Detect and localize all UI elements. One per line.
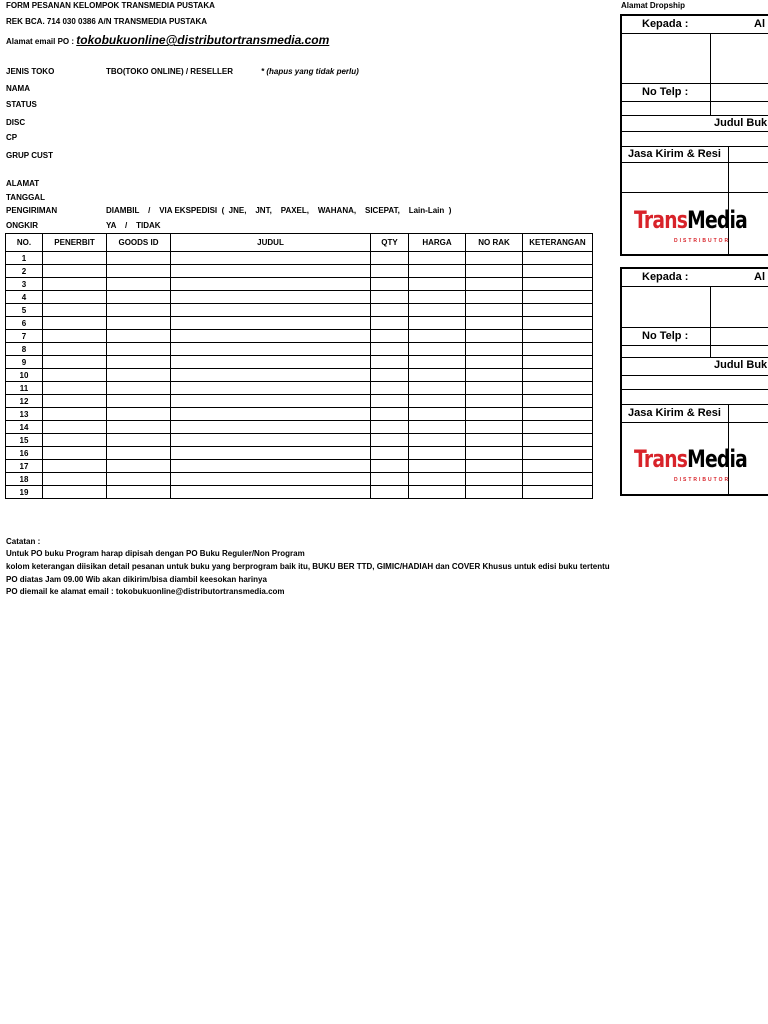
- cell-penerbit[interactable]: [43, 434, 107, 447]
- cell-goods-id[interactable]: [107, 317, 171, 330]
- cell-keterangan[interactable]: [523, 330, 593, 343]
- judul-buku-label: Judul Buk: [714, 117, 768, 129]
- cell-qty[interactable]: [371, 330, 409, 343]
- bank-account: REK BCA. 714 030 0386 A/N TRANSMEDIA PUSTAKA: [6, 17, 208, 26]
- ongkir-value[interactable]: YA / TIDAK: [106, 221, 161, 230]
- cell-goods-id[interactable]: [107, 343, 171, 356]
- cell-no-rak[interactable]: [466, 265, 523, 278]
- cell-keterangan[interactable]: [523, 304, 593, 317]
- logo-subtitle: DISTRIBUTOR: [674, 477, 731, 483]
- cell-qty[interactable]: [371, 395, 409, 408]
- cell-judul[interactable]: [171, 395, 371, 408]
- cell-goods-id[interactable]: [107, 252, 171, 265]
- col-qty: QTY: [371, 234, 409, 252]
- cell-goods-id[interactable]: [107, 486, 171, 499]
- cell-no-rak[interactable]: [466, 304, 523, 317]
- pengiriman-value[interactable]: DIAMBIL / VIA EKSPEDISI ( JNE, JNT, PAXEL, WAHANA, SICEPAT, Lain-Lain ): [106, 206, 452, 215]
- cell-qty[interactable]: [371, 421, 409, 434]
- alamat-header: Al: [754, 271, 765, 283]
- cell-keterangan[interactable]: [523, 343, 593, 356]
- cell-qty[interactable]: [371, 369, 409, 382]
- cell-penerbit[interactable]: [43, 252, 107, 265]
- cell-no-rak[interactable]: [466, 408, 523, 421]
- cell-qty[interactable]: [371, 304, 409, 317]
- cell-keterangan[interactable]: [523, 434, 593, 447]
- cell-penerbit[interactable]: [43, 291, 107, 304]
- dropship-title: Alamat Dropship: [621, 1, 686, 10]
- cell-goods-id[interactable]: [107, 460, 171, 473]
- cell-judul[interactable]: [171, 460, 371, 473]
- cell-harga[interactable]: [409, 382, 466, 395]
- cell-qty[interactable]: [371, 356, 409, 369]
- cell-penerbit[interactable]: [43, 408, 107, 421]
- cell-keterangan[interactable]: [523, 252, 593, 265]
- cell-judul[interactable]: [171, 473, 371, 486]
- judul-buku-label: Judul Buk: [714, 359, 768, 371]
- col-judul: JUDUL: [171, 234, 371, 252]
- cell-no-rak[interactable]: [466, 421, 523, 434]
- table-row: [6, 265, 593, 278]
- cell-qty[interactable]: [371, 408, 409, 421]
- cp-label: CP: [6, 133, 18, 142]
- cell-no: 5: [6, 304, 43, 317]
- kepada-label: Kepada :: [642, 18, 689, 30]
- email-line: [6, 33, 329, 47]
- cell-no: 14: [6, 421, 43, 434]
- cell-judul[interactable]: [171, 356, 371, 369]
- table-row: [6, 486, 593, 499]
- cell-harga[interactable]: [409, 330, 466, 343]
- cell-goods-id[interactable]: [107, 356, 171, 369]
- cell-no-rak[interactable]: [466, 447, 523, 460]
- cell-qty[interactable]: [371, 460, 409, 473]
- table-row: [6, 317, 593, 330]
- alamat-header: Al: [754, 18, 765, 30]
- cell-goods-id[interactable]: [107, 291, 171, 304]
- cell-no: 4: [6, 291, 43, 304]
- cell-keterangan[interactable]: [523, 460, 593, 473]
- cell-keterangan[interactable]: [523, 421, 593, 434]
- cell-harga[interactable]: [409, 421, 466, 434]
- col-goods-id: GOODS ID: [107, 234, 171, 252]
- dropship-label-2: [620, 267, 768, 496]
- cell-harga[interactable]: [409, 460, 466, 473]
- table-row: [6, 382, 593, 395]
- pengiriman-label: PENGIRIMAN: [6, 206, 58, 215]
- col-no-rak: NO RAK: [466, 234, 523, 252]
- cell-penerbit[interactable]: [43, 382, 107, 395]
- jenis-toko-value[interactable]: TBO(TOKO ONLINE) / RESELLER: [106, 67, 233, 76]
- cell-no-rak[interactable]: [466, 343, 523, 356]
- transmedia-logo: TransMedia: [634, 445, 748, 473]
- table-row: [6, 330, 593, 343]
- disc-label: DISC: [6, 118, 26, 127]
- cell-qty[interactable]: [371, 434, 409, 447]
- note-line-4: PO diemail ke alamat email : tokobukuonline@distributortransmedia.com: [6, 587, 285, 596]
- cell-harga[interactable]: [409, 278, 466, 291]
- no-telp-label: No Telp :: [642, 330, 689, 342]
- cell-keterangan[interactable]: [523, 447, 593, 460]
- cell-penerbit[interactable]: [43, 356, 107, 369]
- ongkir-label: ONGKIR: [6, 221, 38, 230]
- email-link[interactable]: tokobukuonline@distributortransmedia.com: [76, 33, 330, 47]
- cell-no: 12: [6, 395, 43, 408]
- cell-no-rak[interactable]: [466, 434, 523, 447]
- logo-subtitle: DISTRIBUTOR: [674, 238, 731, 244]
- cell-harga[interactable]: [409, 408, 466, 421]
- cell-penerbit[interactable]: [43, 460, 107, 473]
- cell-no: 2: [6, 265, 43, 278]
- cell-no-rak[interactable]: [466, 252, 523, 265]
- cell-judul[interactable]: [171, 421, 371, 434]
- table-row: [6, 434, 593, 447]
- col-no: NO.: [6, 234, 43, 252]
- cell-judul[interactable]: [171, 317, 371, 330]
- cell-no: 9: [6, 356, 43, 369]
- table-row: [6, 252, 593, 265]
- cell-no: 8: [6, 343, 43, 356]
- cell-goods-id[interactable]: [107, 421, 171, 434]
- kepada-label: Kepada :: [642, 271, 689, 283]
- table-row: [6, 356, 593, 369]
- cell-qty[interactable]: [371, 252, 409, 265]
- cell-judul[interactable]: [171, 408, 371, 421]
- cell-no: 6: [6, 317, 43, 330]
- cell-goods-id[interactable]: [107, 395, 171, 408]
- cell-goods-id[interactable]: [107, 473, 171, 486]
- cell-no: 7: [6, 330, 43, 343]
- cell-keterangan[interactable]: [523, 473, 593, 486]
- jenis-toko-note: * (hapus yang tidak perlu): [261, 67, 359, 76]
- cell-no: 11: [6, 382, 43, 395]
- cell-penerbit[interactable]: [43, 317, 107, 330]
- cell-penerbit[interactable]: [43, 265, 107, 278]
- cell-harga[interactable]: [409, 343, 466, 356]
- cell-penerbit[interactable]: [43, 486, 107, 499]
- cell-harga[interactable]: [409, 447, 466, 460]
- cell-keterangan[interactable]: [523, 265, 593, 278]
- cell-harga[interactable]: [409, 473, 466, 486]
- no-telp-label: No Telp :: [642, 86, 689, 98]
- table-row: [6, 278, 593, 291]
- cell-harga[interactable]: [409, 291, 466, 304]
- cell-penerbit[interactable]: [43, 343, 107, 356]
- table-row: [6, 369, 593, 382]
- cell-no: 15: [6, 434, 43, 447]
- table-row: [6, 473, 593, 486]
- table-row: [6, 460, 593, 473]
- cell-harga[interactable]: [409, 486, 466, 499]
- cell-no-rak[interactable]: [466, 460, 523, 473]
- col-harga: HARGA: [409, 234, 466, 252]
- cell-no-rak[interactable]: [466, 356, 523, 369]
- cell-keterangan[interactable]: [523, 291, 593, 304]
- grup-cust-label: GRUP CUST: [6, 151, 53, 160]
- table-row: [6, 395, 593, 408]
- cell-judul[interactable]: [171, 252, 371, 265]
- cell-penerbit[interactable]: [43, 447, 107, 460]
- cell-judul[interactable]: [171, 343, 371, 356]
- cell-no-rak[interactable]: [466, 486, 523, 499]
- cell-judul[interactable]: [171, 369, 371, 382]
- jenis-toko-label: JENIS TOKO: [6, 67, 55, 76]
- cell-goods-id[interactable]: [107, 447, 171, 460]
- order-table: [5, 233, 593, 499]
- cell-judul[interactable]: [171, 434, 371, 447]
- cell-harga[interactable]: [409, 317, 466, 330]
- cell-qty[interactable]: [371, 291, 409, 304]
- cell-goods-id[interactable]: [107, 265, 171, 278]
- cell-qty[interactable]: [371, 486, 409, 499]
- note-line-3: PO diatas Jam 09.00 Wib akan dikirim/bisa diambil keesokan harinya: [6, 575, 267, 584]
- cell-no-rak[interactable]: [466, 330, 523, 343]
- cell-goods-id[interactable]: [107, 408, 171, 421]
- transmedia-logo: TransMedia: [634, 206, 748, 234]
- cell-penerbit[interactable]: [43, 421, 107, 434]
- table-row: [6, 343, 593, 356]
- cell-penerbit[interactable]: [43, 330, 107, 343]
- table-row: [6, 421, 593, 434]
- cell-no-rak[interactable]: [466, 369, 523, 382]
- cell-judul[interactable]: [171, 265, 371, 278]
- cell-no: 17: [6, 460, 43, 473]
- cell-qty[interactable]: [371, 473, 409, 486]
- dropship-label-1: [620, 14, 768, 256]
- cell-harga[interactable]: [409, 265, 466, 278]
- cell-penerbit[interactable]: [43, 369, 107, 382]
- cell-penerbit[interactable]: [43, 473, 107, 486]
- cell-harga[interactable]: [409, 304, 466, 317]
- cell-qty[interactable]: [371, 343, 409, 356]
- cell-keterangan[interactable]: [523, 395, 593, 408]
- cell-keterangan[interactable]: [523, 356, 593, 369]
- cell-no-rak[interactable]: [466, 395, 523, 408]
- cell-judul[interactable]: [171, 304, 371, 317]
- cell-goods-id[interactable]: [107, 369, 171, 382]
- cell-keterangan[interactable]: [523, 278, 593, 291]
- cell-harga[interactable]: [409, 434, 466, 447]
- nama-label: NAMA: [6, 84, 30, 93]
- table-row: [6, 447, 593, 460]
- cell-judul[interactable]: [171, 291, 371, 304]
- cell-qty[interactable]: [371, 278, 409, 291]
- cell-no: 19: [6, 486, 43, 499]
- jasa-kirim-label: Jasa Kirim & Resi: [628, 407, 721, 419]
- cell-keterangan[interactable]: [523, 369, 593, 382]
- cell-qty[interactable]: [371, 447, 409, 460]
- cell-judul[interactable]: [171, 330, 371, 343]
- cell-penerbit[interactable]: [43, 304, 107, 317]
- cell-keterangan[interactable]: [523, 408, 593, 421]
- col-keterangan: KETERANGAN: [523, 234, 593, 252]
- cell-goods-id[interactable]: [107, 434, 171, 447]
- cell-harga[interactable]: [409, 369, 466, 382]
- cell-no-rak[interactable]: [466, 473, 523, 486]
- cell-no-rak[interactable]: [466, 382, 523, 395]
- table-row: [6, 408, 593, 421]
- cell-no-rak[interactable]: [466, 291, 523, 304]
- email-label: Alamat email PO :: [6, 37, 77, 46]
- cell-no: 10: [6, 369, 43, 382]
- cell-no: 18: [6, 473, 43, 486]
- cell-no: 13: [6, 408, 43, 421]
- cell-keterangan[interactable]: [523, 317, 593, 330]
- cell-penerbit[interactable]: [43, 278, 107, 291]
- cell-qty[interactable]: [371, 265, 409, 278]
- cell-no: 3: [6, 278, 43, 291]
- cell-goods-id[interactable]: [107, 382, 171, 395]
- note-line-1: Untuk PO buku Program harap dipisah dengan PO Buku Reguler/Non Program: [6, 549, 305, 558]
- table-header-row: [6, 234, 593, 252]
- cell-goods-id[interactable]: [107, 304, 171, 317]
- cell-judul[interactable]: [171, 447, 371, 460]
- alamat-label: ALAMAT: [6, 179, 40, 188]
- table-row: [6, 291, 593, 304]
- tanggal-label: TANGGAL: [6, 193, 45, 202]
- cell-keterangan[interactable]: [523, 486, 593, 499]
- cell-harga[interactable]: [409, 395, 466, 408]
- notes-title: Catatan :: [6, 537, 41, 546]
- table-row: [6, 304, 593, 317]
- cell-keterangan[interactable]: [523, 382, 593, 395]
- form-title: FORM PESANAN KELOMPOK TRANSMEDIA PUSTAKA: [6, 1, 215, 10]
- cell-qty[interactable]: [371, 317, 409, 330]
- cell-harga[interactable]: [409, 356, 466, 369]
- cell-judul[interactable]: [171, 382, 371, 395]
- cell-judul[interactable]: [171, 486, 371, 499]
- cell-goods-id[interactable]: [107, 278, 171, 291]
- cell-no: 16: [6, 447, 43, 460]
- cell-judul[interactable]: [171, 278, 371, 291]
- status-label: STATUS: [6, 100, 37, 109]
- jasa-kirim-label: Jasa Kirim & Resi: [628, 148, 721, 160]
- cell-no-rak[interactable]: [466, 278, 523, 291]
- cell-penerbit[interactable]: [43, 395, 107, 408]
- cell-no: 1: [6, 252, 43, 265]
- cell-no-rak[interactable]: [466, 317, 523, 330]
- note-line-2: kolom keterangan diisikan detail pesanan untuk buku yang berprogram baik itu, BUKU BER TTD, GIMIC/HADIAH dan COVER Khusus untuk edisi buku tertentu: [6, 562, 610, 571]
- cell-harga[interactable]: [409, 252, 466, 265]
- cell-goods-id[interactable]: [107, 330, 171, 343]
- col-penerbit: PENERBIT: [43, 234, 107, 252]
- cell-qty[interactable]: [371, 382, 409, 395]
